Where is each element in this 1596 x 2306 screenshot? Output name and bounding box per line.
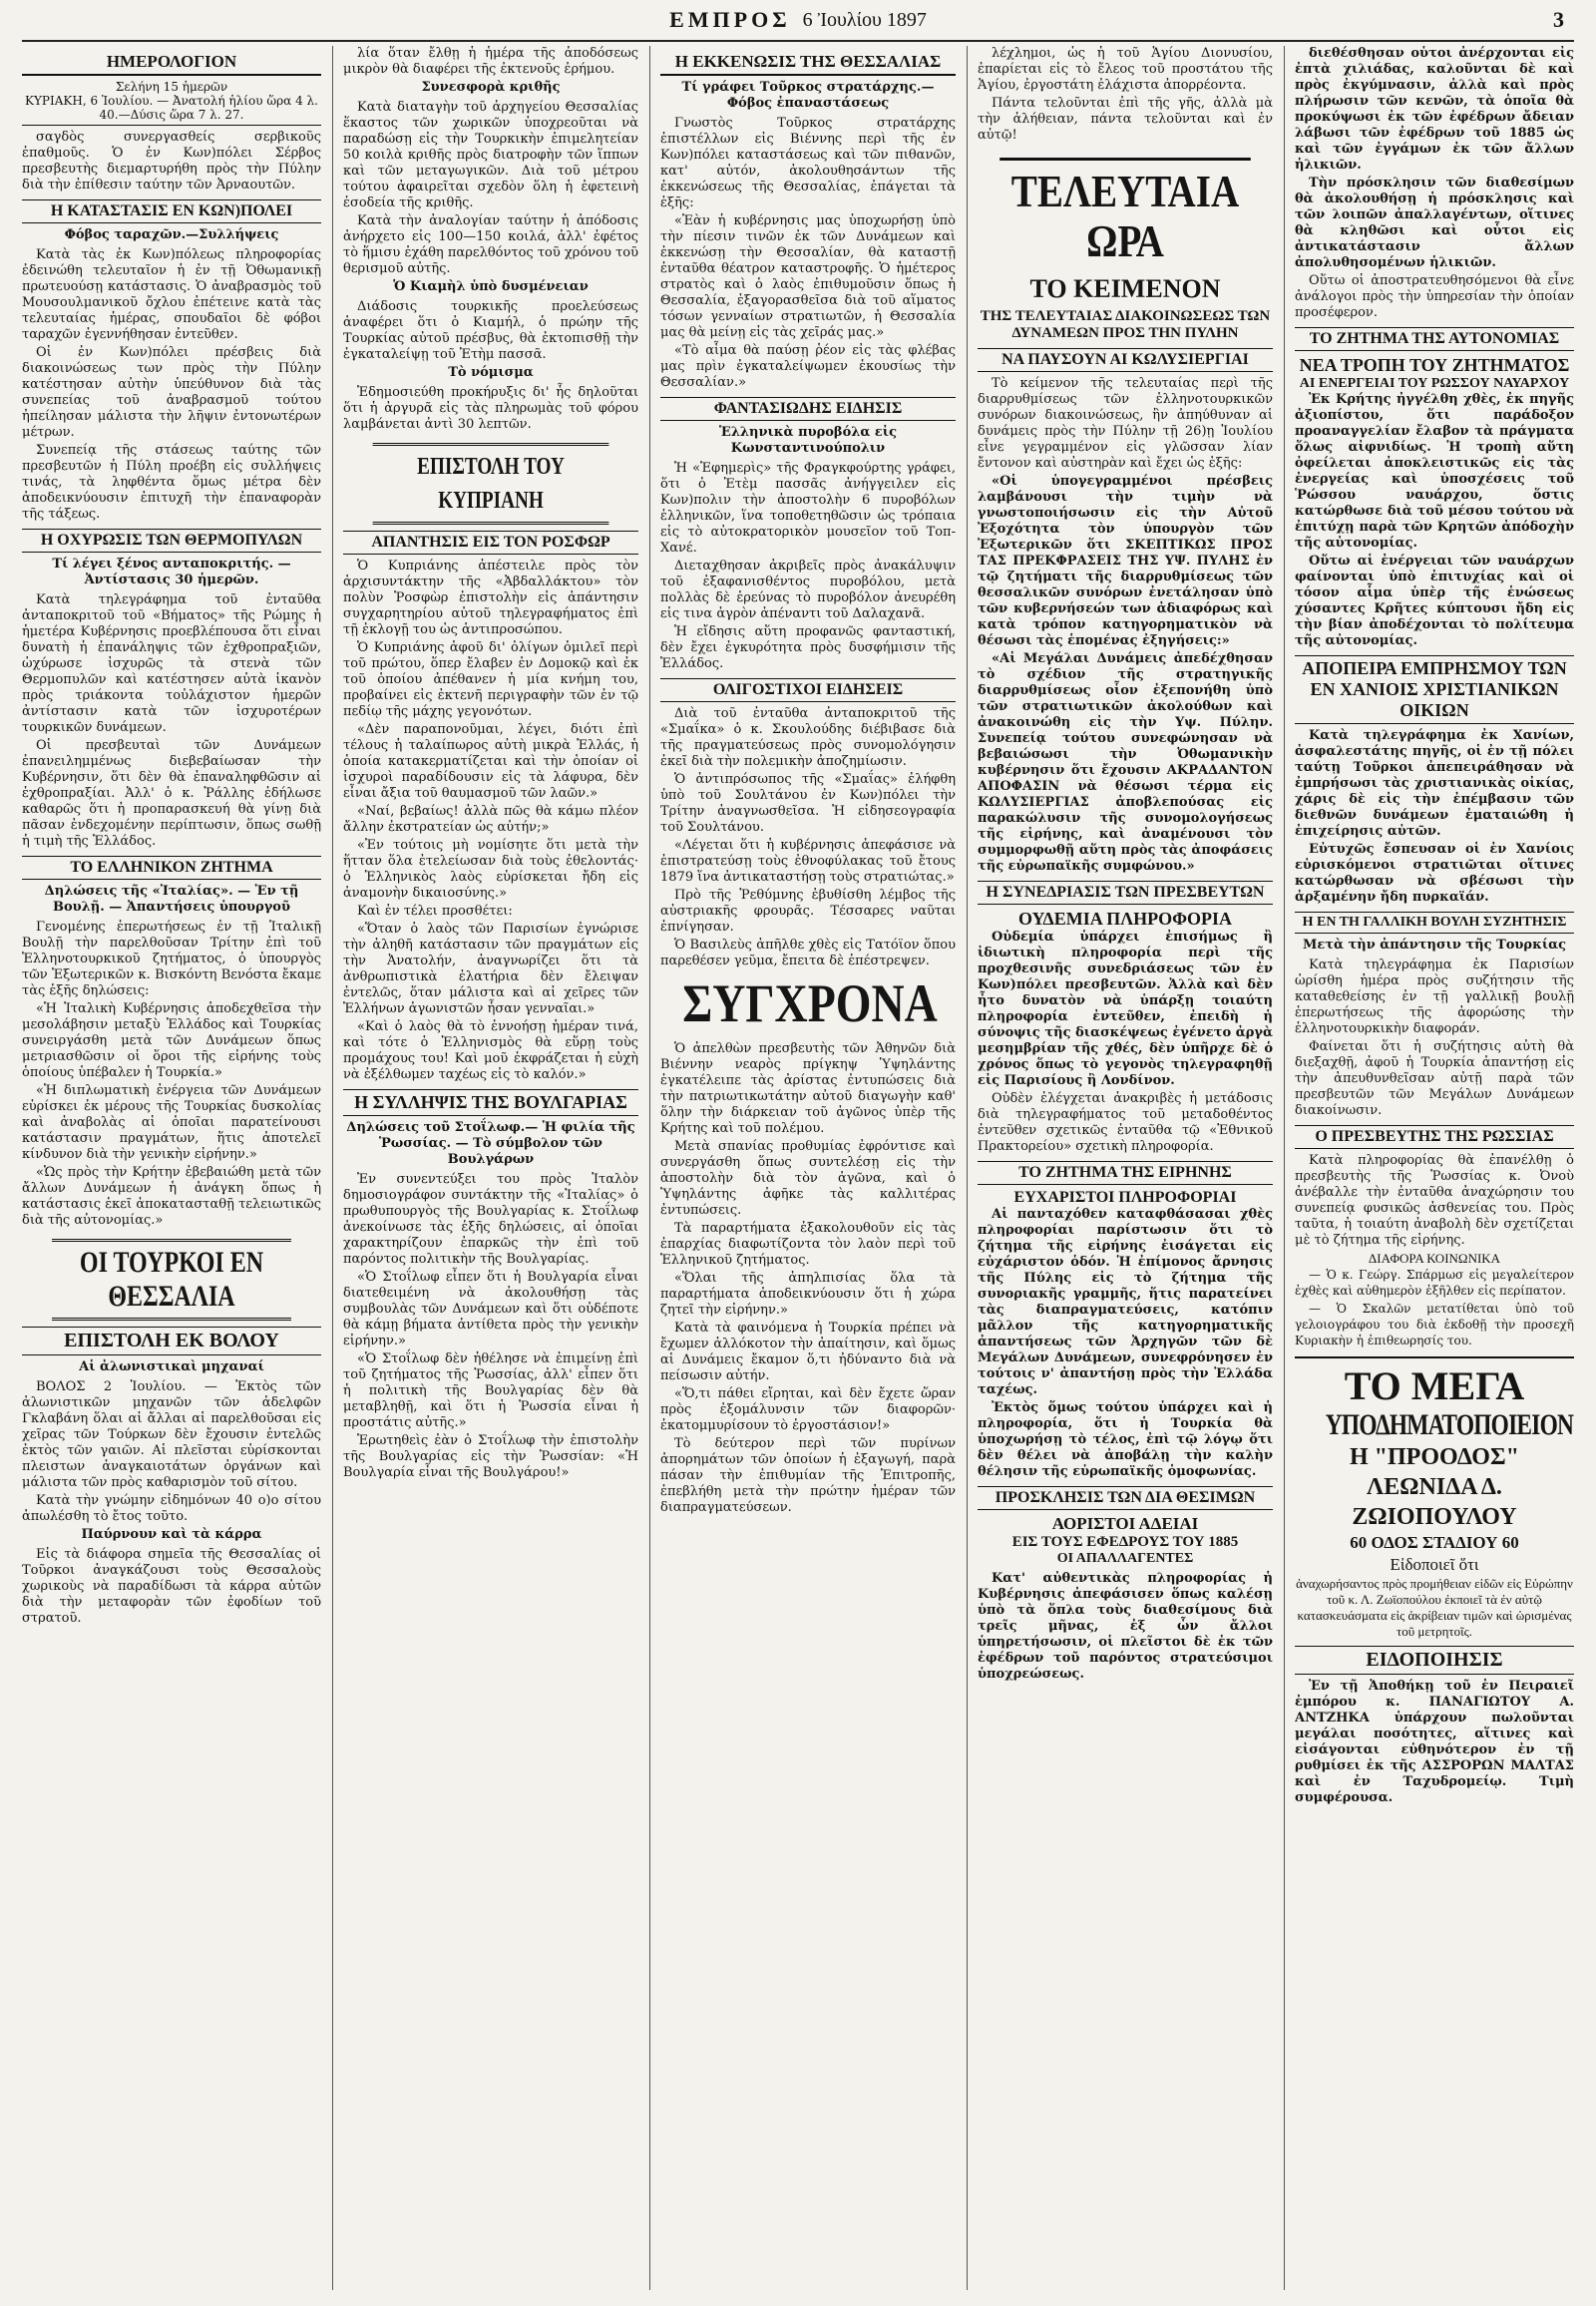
paragraph: «Καὶ ὁ λαὸς θὰ τὸ ἐννοήσῃ ἡμέραν τινά, καὶ τότε ὁ Ἑλληνισμὸς θὰ εὕρῃ τοὺς προμάχους του! Καὶ μοῦ ἐκφράζεται ἡ εὐχὴ νὰ ἐξέλθωμεν ταχέως εἰς τὸ καλόν.» (343, 1019, 638, 1082)
heading: ΟΙ ΑΠΑΛΛΑΓΕΝΤΕΣ (1056, 1551, 1194, 1566)
issue-date: 6 Ἰουλίου 1897 (802, 8, 927, 31)
paragraph: Οἱ ἐν Κων)πόλει πρέσβεις διὰ διακοινώσεως των πρὸς τὴν Πύλην κατέστησαν αὐτὴν ὑπεύθυνον διὰ τὰς συνεπείας τοῦ ἀναβρασμοῦ τούτου ἠπείλησαν μάλιστα τὴν λῆψιν ἐντονωτέρων μέτρων. (22, 345, 321, 440)
heading: ΑΠΟΠΕΙΡΑ ΕΜΠΡΗΣΜΟΥ ΤΩΝ ΕΝ ΧΑΝΙΟΙΣ ΧΡΙΣΤΙΑΝΙΚΩΝ ΟΙΚΙΩΝ (1295, 655, 1574, 724)
paragraph: Ὁ ἀπελθὼν πρεσβευτὴς τῶν Ἀθηνῶν διὰ Βιέννην νεαρὸς πρίγκηψ Ὑψηλάντης ἐγκατέλειπε τὰς ἀρίστας ἐντυπώσεις διὰ τὴν πατριωτικωτάτην αὐτοῦ διαγωγὴν καθ' ὅλην τὴν διάρκειαν τοῦ ἀγῶνος ὑπὲρ τῆς Κρήτης καὶ τοῦ πολέμου. (660, 1041, 956, 1136)
paragraph: Καὶ ἐν τέλει προσθέτει: (357, 904, 513, 919)
paragraph: «Ναί, βεβαίως! ἀλλὰ πῶς θὰ κάμω πλέον ἄλλην ἐκστρατείαν ὡς αὐτήν;» (343, 804, 638, 835)
subheading: Ἑλληνικὰ πυροβόλα εἰς Κωνσταντινούπολιν (719, 425, 897, 456)
heading: Η ΟΧΥΡΩΣΙΣ ΤΩΝ ΘΕΡΜΟΠΥΛΩΝ (22, 529, 321, 553)
paragraph: «Λέγεται ὅτι ἡ κυβέρνησις ἀπεφάσισε νὰ ἐπιστρατεύσῃ τοὺς ἐθνοφύλακας τοῦ ἔτους 1879 ἵνα ἀντικαταστήσῃ τοὺς στρατιώτας.» (660, 838, 956, 885)
heading: Η ΣΥΝΕΔΡΙΑΣΙΣ ΤΩΝ ΠΡΕΣΒΕΥΤΩΝ (978, 881, 1273, 905)
paragraph: «Ἐὰν ἡ κυβέρνησις μας ὑποχωρήσῃ ὑπὸ τὴν πίεσιν τινῶν ἐκ τῶν Δυνάμεων καὶ ἐκκενώσῃ τὴν Θεσσαλίαν, θὰ καταστῇ ἐνταῦθα θέατρον καταστροφῆς. Ὁ ἡμέτερος στρατὸς καὶ ὁ λαὸς ἐπιθυμοῦσιν ὅπως ἡ Θεσσαλία, ἐξαγορασθεῖσα διὰ τοῦ αἵματος τόσων γενναίων στρατιωτῶν, ἡ Θεσσαλία μας θὰ μείνῃ εἰς τὰς χεῖράς μας.» (660, 213, 956, 340)
paragraph: Κατὰ πληροφορίας θὰ ἐπανέλθῃ ὁ πρεσβευτὴς τῆς Ῥωσσίας κ. Ὀνοὺ ἀνέβαλλε τὴν ἐνταῦθα ἀναχώρησιν του συνεπείᾳ φυσικῶς ἀσθενείας του. Πρὸς ταῦτα, ἡ τοιαύτη ἀναβολὴ δὲν σχετίζεται μὲ τὸ ζήτημα τῆς εἰρήνης. (1295, 1153, 1574, 1248)
heading: ΑΟΡΙΣΤΟΙ ΑΔΕΙΑΙ (1051, 1514, 1199, 1533)
paragraph: Οἱ πρεσβευταὶ τῶν Δυνάμεων ἐπανειλημμένως διεβεβαίωσαν τὴν Κυβέρνησιν, ὅτι δὲν θὰ ἐπαναληφθῶσιν αἱ ἐχθροπραξίαι. Ἀλλ' ὁ κ. Ῥάλλης ἐδήλωσε καθαρῶς ὅτι ἡ προπαρασκευή θὰ γίνῃ διὰ πᾶσαν ἐνδεχομένην περίπτωσιν, ὅπως σωθῇ ἡ τιμὴ τῆς Ἑλλάδος. (22, 738, 321, 849)
headline: ΕΠΙΣΤΟΛΗ ΤΟΥ ΚΥΠΡΙΑΝΗ (373, 443, 609, 525)
paragraph: Γενομένης ἐπερωτήσεως ἐν τῇ Ἰταλικῇ Βουλῇ τὴν παρελθοῦσαν Τρίτην ἐπὶ τοῦ Ἑλληνοτουρκικοῦ ζητήματος, ὁ ὑπουργὸς τῶν Ἐξωτερικῶν κ. Βισκόντη Βενόστα ἔκαμε τὰς ἑξῆς δηλώσεις: (22, 920, 321, 998)
paragraph: «Τὸ αἷμα θὰ παύσῃ ῥέον εἰς τὰς φλέβας μας πρὶν ἐγκαταλείψωμεν ἑκουσίως τὴν Θεσσαλίαν.» (660, 343, 956, 390)
paragraph: «Δὲν παραπονοῦμαι, λέγει, διότι ἐπὶ τέλους ἡ ταλαίπωρος αὐτὴ μικρὰ Ἑλλάς, ἡ ὁποία κατακερματίζεται καὶ τὴν ὁποίαν οἱ ἰσχυροὶ παραδίδουσιν εἰς τὰ λάφυρα, δὲν εἶναι ἄξια τοῦ θαυμασμοῦ τῶν λαῶν.» (343, 722, 638, 801)
subheading: Συνεσφορὰ κριθῆς (421, 80, 561, 95)
ad-line: ΥΠΟΔΗΜΑΤΟΠΟΙΕΙΟΝ (1325, 1408, 1574, 1441)
paragraph: ΒΟΛΟΣ 2 Ἰουλίου. — Ἐκτὸς τῶν ἀλωνιστικῶν μηχανῶν τῶν ἀδελφῶν Γκλαβάνη ὅλαι αἱ ἄλλαι αἱ παρελθοῦσαι εἰς χεῖρας τῶν Τούρκων δὲν ἔχουσιν ἐντελῶς ἐκτὸς τῶν γαιῶν. Αἱ πλεῖσται εὑρίσκονται πλειστων ἀναγκαιοτάτων ὀργάνων καὶ μάλιστα τῶν πρὸς καθαρισμὸν τοῦ σίτου. (22, 1379, 321, 1490)
paragraph: «Ἐν τούτοις μὴ νομίσητε ὅτι μετὰ τὴν ἥτταν ὅλα ἐτελείωσαν διὰ τοὺς ἐθελοντάς· ὁ Ἑλληνικὸς λαὸς εὑρίσκεται ἤδη εἰς ἀναμονὴν δικαιοσύνης.» (343, 838, 638, 901)
columns (22, 46, 1574, 2290)
paragraph: Οὕτω αἱ ἐνέργειαι τῶν ναυάρχων φαίνονται ὑπὸ ἐπιτυχίας καὶ οἱ τόσον αἷμα ὑπὲρ τῆς ἑνώσεως χύσαντες Κρῆτες κύπτουσι ἤδη εἰς τὴν βίαν ἀποδέχονται τὸ πολίτευμα τῆς αὐτονομίας. (1295, 554, 1574, 648)
subheading: Τί γράφει Τοῦρκος στρατάρχης.—Φόβος ἐπαναστάσεως (681, 80, 935, 111)
paragraph: «Ἡ Ἰταλικὴ Κυβέρνησις ἀποδεχθεῖσα τὴν μεσολάβησιν μεταξὺ Ἑλλάδος καὶ Τουρκίας συνειργάσθη μετὰ τῶν Δυνάμεων ὅπως μετριασθῶσιν οἱ ὅροι τῆς εἰρήνης τοὺς ὁποίους ὑπέβαλεν ἡ Τουρκία.» (22, 1001, 321, 1080)
headline: ΟΙ ΤΟΥΡΚΟΙ ΕΝ ΘΕΣΣΑΛΙΑ (52, 1239, 291, 1321)
paragraph: Διὰ τοῦ ἐνταῦθα ἀνταποκριτοῦ τῆς «Σμαΐκα» ὁ κ. Σκουλούδης διέβιβασε διὰ τῆς πραγματεύσεως πρὸς συνομολόγησιν ἐκεῖ διὰ τὴν πολεμικὴν ἀποζημίωσιν. (660, 706, 956, 769)
paragraph: Συνεπείᾳ τῆς στάσεως ταύτης τῶν πρεσβευτῶν ἡ Πύλη προέβη εἰς συλλήψεις τινάς, τὰ ληφθέντα ὅμως μέτρα δὲν ἀποδεικνύουσιν ἐπιτυχῆ τὴν ἐπαναφορὰν τῆς τάξεως. (22, 443, 321, 522)
subheading: Δηλώσεις τοῦ Στοΐλωφ.— Ἡ φιλία τῆς Ῥωσσίας. — Τὸ σύμβολον τῶν Βουλγάρων (346, 1120, 635, 1167)
ad-line: Η "ΠΡΟΟΔΟΣ" (1350, 1444, 1519, 1470)
heading: ΤΟ ΚΕΙΜΕΝΟΝ (1029, 274, 1221, 303)
paragraph: «Ἡ διπλωματικὴ ἐνέργεια τῶν Δυνάμεων εὑρίσκει ἐκ μέρους τῆς Τουρκίας δυσκολίας καὶ ἀναβολὰς αἱ ὁποῖαι παρατείνουσι κατάστασιν πραγμάτων, ἥτις ἀποτελεῖ κίνδυνον διὰ τὴν γενικὴν εἰρήνην.» (22, 1083, 321, 1162)
paragraph: Ἡ «Ἐφημερὶς» τῆς Φραγκφούρτης γράφει, ὅτι ὁ Ἐτὲμ πασσᾶς ἀνήγγειλεν εἰς Κων)πολιν τὴν ἀποστολὴν 6 πυροβόλων ἑλληνικῶν, ἵνα τοποθετηθῶσιν ὡς τρόπαια εἰς τὸ αὐτοκρατορικὸν μουσεῖον τοῦ Τοπ-Χανέ. (660, 461, 956, 556)
column-5 (1295, 46, 1574, 2290)
paragraph: Κατὰ τηλεγράφημα ἐκ Χανίων, ἀσφαλεστάτης πηγῆς, οἱ ἐν τῇ πόλει ταύτῃ Τοῦρκοι ἀπεπειράθησαν νὰ ἐμπρήσωσι τὰς χριστιανικὰς οἰκίας, χάρις δὲ εἰς τὴν ἐπέμβασιν τῶν διεθνῶν δυνάμεων ἐματαιώθη ἡ ἐπιχείρησις αὐτῶν. (1295, 728, 1574, 839)
paragraph: διεθέσθησαν οὗτοι ἀνέρχονται εἰς ἐπτὰ χιλιάδας, καλοῦνται δὲ καὶ πρὸς ἐκγύμνασιν, ἀλλὰ καὶ πρὸς πλήρωσιν τῶν κενῶν, τὰ ὁποῖα θὰ προκύψωσι ἐκ τῶν ἐφέδρων ἄδειαν λάβωσι τῶν ἐφέδρων τοῦ 1885 ὡς καὶ τῶν ἐγγάμων ἐκ τῶν ἄλλων ἡλικιῶν. (1295, 46, 1574, 173)
column-3 (660, 46, 956, 2290)
heading: Η ΕΝ ΤΗ ΓΑΛΛΙΚΗ ΒΟΥΛΗ ΣΥΖΗΤΗΣΙΣ (1295, 912, 1574, 934)
heading: Η ΣΥΛΛΗΨΙΣ ΤΗΣ ΒΟΥΛΓΑΡΙΑΣ (343, 1089, 638, 1116)
newspaper-title: ΕΜΠΡΟΣ (669, 7, 791, 32)
calendar-title: ΗΜΕΡΟΛΟΓΙΟΝ (22, 50, 321, 76)
paragraph: Ὁ Βασιλεὺς ἀπῆλθε χθὲς εἰς Τατόϊον ὅπου παρεθέσεν γεῦμα, ἔπειτα δὲ ἐπέστρεψεν. (660, 938, 956, 968)
paragraph: λέχλημοι, ὡς ἡ τοῦ Ἁγίου Διονυσίου, ἐπαρίεται εἰς τὸ ἔλεος τοῦ προστάτου τῆς Ἁγίου, ἐργοστάτη ἐλάχιστα ἀπορρέοντα. (978, 46, 1273, 93)
subheading: Φόβος ταραχῶν.—Συλλήψεις (64, 227, 279, 242)
paragraph: Ἐδημοσιεύθη προκήρυξις δι' ἧς δηλοῦται ὅτι ἡ ἀργυρᾶ εἰς τὰς πληρωμὰς τοῦ φόρου λαμβάνεται ἀντὶ 30 λεπτῶν. (343, 385, 638, 432)
heading: ΤΟ ΖΗΤΗΜΑ ΤΗΣ ΑΥΤΟΝΟΜΙΑΣ (1295, 327, 1574, 351)
heading: ΕΙΔΟΠΟΙΗΣΙΣ (1295, 1646, 1574, 1675)
paragraph: Μετὰ σπανίας προθυμίας ἐφρόντισε καὶ συνεργάσθη ὅπως συντελέσῃ εἰς τὴν ἀποστολὴν διὰ τὸν ἀγῶνα, καὶ ὁ Ὑψηλάντης ἀφῆκε τὰς καλλιτέρας ἐντυπώσεις. (660, 1139, 956, 1218)
paragraph: Κατὰ τὴν γνώμην εἰδημόνων 40 ο)ο σίτου ἀπωλέσθη τὸ ἔτος τοῦτο. (22, 1493, 321, 1524)
subheading: Αἱ ἀλωνιστικαὶ μηχαναί (79, 1359, 264, 1374)
subheading: Ὁ Κιαμὴλ ὑπὸ δυσμένειαν (393, 279, 589, 294)
heading: ΟΥΔΕΜΙΑ ΠΛΗΡΟΦΟΡΙΑ (1017, 909, 1233, 929)
headline: ΤΕΛΕΥΤΑΙΑ ΩΡΑ (999, 158, 1251, 266)
heading: ΝΕΑ ΤΡΟΠΗ ΤΟΥ ΖΗΤΗΜΑΤΟΣ (1299, 355, 1570, 375)
paragraph: «Ὡς πρὸς τὴν Κρήτην ἐβεβαιώθη μετὰ τῶν ἄλλων Δυνάμεων ἡ ἀνάγκη ὅπως ἡ κατάστασις ἐκεῖ ἀποκατασταθῇ τελειωτικῶς διὰ τῆς αὐτονομίας.» (22, 1165, 321, 1228)
paragraph: Κατὰ τὰ φαινόμενα ἡ Τουρκία πρέπει νὰ ἔχωμεν ἀλλόκοτον τὴν ἀπαίτησιν, καὶ ὅμως αἱ Δυνάμεις ἔκαμον ὅ,τι ἠδύναντο διὰ νὰ πείσωσιν αὐτήν. (660, 1321, 956, 1383)
paragraph: Κατὰ τὴν ἀναλογίαν ταύτην ἡ ἀπόδοσις ἀνήρχετο εἰς 100—150 κοιλά, ἀλλ' ἐφέτος τὸ ἥμισυ ἐχάθη παρελθόντος τοῦ χρόνου τοῦ θερισμοῦ αὐτῆς. (343, 213, 638, 276)
heading: ΠΡΟΣΚΛΗΣΙΣ ΤΩΝ ΔΙΑ ΘΕΣΙΜΩΝ (978, 1486, 1273, 1510)
paragraph: Ὁ ἀντιπρόσωπος τῆς «Σμαΐας» ἐλήφθη ὑπὸ τοῦ Σουλτάνου ἐν Κων)πόλει τὴν Τρίτην ἀναγνωσθεῖσα. Ἡ εἰδησεογραφία τοῦ Σουλτάνου. (660, 772, 956, 835)
ad-line: Εἰδοποιεῖ ὅτι (1390, 1555, 1479, 1574)
paragraph: Πάντα τελοῦνται ἐπὶ τῆς γῆς, ἀλλὰ μὰ τὴν ἀλήθειαν, πάντα τελοῦνται καὶ ἐν αὐτῷ! (978, 96, 1273, 143)
paragraph: — Ὁ Σκαλῶν μετατίθεται ὑπὸ τοῦ γελοιογράφου του διὰ ἐκδοθῇ τὴν προσεχῆ Κυριακὴν ἡ ἐπιθεωρησίς του. (1295, 1302, 1574, 1347)
paragraph: Ἐρωτηθεὶς ἐὰν ὁ Στοΐλωφ τὴν ἐπιστολὴν τῆς Βουλγαρίας εἰς τὴν Ῥωσσίαν: «Ἡ Βουλγαρία εἶναι τῆς Βουλγάρου!» (343, 1433, 638, 1480)
heading: ΤΗΣ ΤΕΛΕΥΤΑΙΑΣ ΔΙΑΚΟΙΝΩΣΕΩΣ ΤΩΝ ΔΥΝΑΜΕΩΝ ΠΡΟΣ ΤΗΝ ΠΥΛΗΝ (980, 308, 1271, 341)
paragraph: «Ὁ Στοΐλωφ εἶπεν ὅτι ἡ Βουλγαρία εἶναι διατεθειμένη νὰ ἀκολουθήσῃ τὰς συμβουλὰς τῶν Δυνάμεων καὶ ὅτι οὐδέποτε θὰ κάμῃ βήματα ἀντίθετα πρὸς τὴν γενικὴν εἰρήνην.» (343, 1270, 638, 1348)
page-number: 3 (1553, 7, 1564, 32)
paragraph: Φαίνεται ὅτι ἡ συζήτησις αὐτὴ θὰ διεξαχθῇ, ἀφοῦ ἡ Τουρκία ἀπαντήσῃ εἰς τὴν ἀπευθυνθεῖσαν αὐτῇ παρὰ τῶν πρεσβευτῶν τῶν Μεγάλων Δυνάμεων διακοίνωσιν. (1295, 1039, 1574, 1118)
paragraph: Διεταχθησαν ἀκριβεῖς πρὸς ἀνακάλυψιν τοῦ ἐξαφανισθέντος πυροβόλου, μετὰ πολλὰς δὲ ἐρεύνας τὸ πυροβόλον ἀνευρέθη εἰς τινα ἀγρὸν ἀπέναντι τοῦ Δαλαχανᾶ. (660, 559, 956, 621)
ad-text: ἀναχωρήσαντος πρὸς προμήθειαν εἰδῶν εἰς Εὐρώπην τοῦ κ. Λ. Ζωϊοπούλου ἐκποιεῖ τὰ ἐν αὐτῷ κατασκευάσματα εἰς ἀκρίβειαν τιμῶν καὶ ὡρισμένας τοῦ μετρητοῖς. (1296, 1576, 1573, 1639)
heading: Η ΚΑΤΑΣΤΑΣΙΣ ΕΝ ΚΩΝ)ΠΟΛΕΙ (22, 199, 321, 223)
heading: ΕΙΣ ΤΟΥΣ ΕΦΕΔΡΟΥΣ ΤΟΥ 1885 (1011, 1534, 1239, 1550)
paragraph: Ἐν συνεντεύξει του πρὸς Ἰταλὸν δημοσιογράφον συντάκτην τῆς «Ἰταλίας» ὁ πρωθυπουργὸς τῆς Βουλγαρίας κ. Στοΐλωφ ἀνεκοίνωσε τὰς ἑξῆς δηλώσεις, αἱ ὁποῖαι χαρακτηρίζουν ἐπαρκῶς τὴν ἐπὶ τοῦ παρόντος πολιτικὴν τῆς Βουλγαρίας. (343, 1172, 638, 1267)
paragraph: «Ὅ,τι πάθει εἴρηται, καὶ δὲν ἔχετε ὥραν πρὸς ἐξομάλυνσιν τῶν διαφορῶν· ἐκατομμυρίσουν τὸ ἐργοστάσιον!» (660, 1386, 956, 1433)
heading: ΕΠΙΣΤΟΛΗ ΕΚ ΒΟΛΟΥ (22, 1327, 321, 1355)
subheading: Τί λέγει ξένος ανταποκριτής. — Ἀντίστασις 30 ἡμερῶν. (52, 557, 291, 587)
column-4 (978, 46, 1273, 2290)
paragraph: σαγδὸς συνεργασθείς σερβικοῦς ἐπαθμοῦς. Ὁ ἐν Κων)πόλει Σέρβος πρεσβευτὴς διεμαρτυρήθη πρὸς τὴν Πύλην διὰ τὴν ἐπίθεσιν ταύτην τῶν Ἀρναουτῶν. (22, 130, 321, 192)
heading: ΤΟ ΕΛΛΗΝΙΚΟΝ ΖΗΤΗΜΑ (22, 856, 321, 880)
masthead-rule (22, 40, 1574, 42)
paragraph: «Ὅταν ὁ λαὸς τῶν Παρισίων ἐγνώρισε τὴν ἀληθῆ κατάστασιν τῶν πραγμάτων εἰς τὴν Ἀνατολήν, ἀναγνωρίζει ὅτι τὰ ἀνθρωπιστικὰ ἐλατήρια δὲν ἔλειψαν ἐντελῶς, ὅταν μάλιστα καὶ αἱ χεῖρες τῶν Ἑλλήνων ἀγωνιστῶν ἦσαν γενναῖαι.» (343, 922, 638, 1016)
paragraph: Κατὰ τηλεγράφημα τοῦ ἐνταῦθα ἀνταποκριτοῦ τοῦ «Βήματος» τῆς Ρώμης ἡ ἡμετέρα Κυβέρνησις προεβλέπουσα ὅτι εἶναι δυνατὴ ἡ ἐπανάληψις τῶν ἐχθροπραξιῶν, ὠχύρωσε ἰσχυρῶς τὰ στενὰ τῶν Θερμοπυλῶν καὶ κατέστησεν αὐτὰ ἱκανὸν πρὸς τριάκοντα τοὐλάχιστον ἡμερῶν ἀντίστασιν κατὰ τῶν ἰσχυροτέρων τουρκικῶν δυνάμεων. (22, 592, 321, 735)
paragraph: Ἐν τῇ Ἀποθήκῃ τοῦ ἐν Πειραιεῖ ἐμπόρου κ. ΠΑΝΑΓΙΩΤΟΥ Α. ΑΝΤΖΗΚΑ ὑπάρχουν πωλοῦνται μεγάλαι ποσότητες, αἵτινες καὶ εἰσάγονται εὐθηνότερον ἐν τῇ ρυθμίσει ἐκ τῆς ΑΣΣΡΟΡΩΝ ΜΑΛΤΑΣ καὶ ἐν Ταχυδρομείῳ. Τιμὴ συμφέρουσα. (1295, 1679, 1574, 1805)
column-rule (649, 46, 650, 2290)
subheading: Δηλώσεις τῆς «Ἰταλίας». — Ἐν τῇ Βουλῇ. — Ἀπαντήσεις ὑπουργοῦ (44, 884, 299, 915)
headline: ΣΥΓΧΡΟΝΑ (682, 973, 938, 1033)
paragraph: Ἐκτὸς ὅμως τούτου ὑπάρχει καὶ ἡ πληροφορία, ὅτι ἡ Τουρκία θὰ ὑποχωρήσῃ τὸ τέλος, ἐπὶ τῷ λόγῳ ὅτι δὲν θέλει νὰ ἀποβάλῃ τὴν καλὴν θέλησιν τῆς εὐρωπαϊκῆς ὁμοφωνίας. (978, 1400, 1273, 1479)
paragraph: «Ὁ Στοΐλωφ δὲν ἠθέλησε νὰ ἐπιμείνῃ ἐπὶ τοῦ ζητήματος τῆς Ῥωσσίας, ἀλλ' εἶπεν ὅτι ἡ πολιτικὴ τῆς Βουλγαρίας δὲν θὰ μεταβληθῇ, καὶ ὅτι ἡ Ῥωσσία εἶναι ἡ προστάτις αὐτῆς.» (343, 1351, 638, 1430)
column-rule (967, 46, 968, 2290)
heading: ΕΥΧΑΡΙΣΤΟΙ ΠΛΗΡΟΦΟΡΙΑΙ (1013, 1189, 1237, 1206)
ad-line: ΤΟ ΜΕΓΑ (1344, 1363, 1525, 1408)
ad-line: ΛΕΩΝΙΔΑ Δ. ΖΩΙΟΠΟΥΛΟΥ (1352, 1474, 1517, 1530)
heading: ΝΑ ΠΑΥΣΟΥΝ ΑΙ ΚΩΛΥΣΙΕΡΓΙΑΙ (978, 348, 1273, 372)
paragraph: «Ὅλαι τῆς ἀπηλπισίας ὅλα τὰ παραρτήματα ἀποδεικνύουσιν ὅτι ἡ χώρα ζητεῖ τὴν εἰρήνην.» (660, 1271, 956, 1318)
heading: Η ΕΚΚΕΝΩΣΙΣ ΤΗΣ ΘΕΣΣΑΛΙΑΣ (660, 50, 956, 76)
heading: ΑΠΑΝΤΗΣΙΣ ΕΙΣ ΤΟΝ ΡΟΣΦΩΡ (343, 531, 638, 555)
paragraph: Γνωστὸς Τοῦρκος στρατάρχης ἐπιστέλλων εἰς Βιέννης περὶ τῆς ἐν Κων)πόλει καταστάσεως καὶ τῶν πιθανῶν, κατ' αὐτόν, ἀκολουθησάντων τῆς ἐκκενώσεως τῆς Θεσσαλίας, ἐπάγεται τὰ ἑξῆς: (660, 116, 956, 210)
paragraph: Κατὰ διαταγὴν τοῦ ἀρχηγείου Θεσσαλίας ἕκαστος τῶν χωρικῶν ὑποχρεοῦται νὰ παραδώσῃ εἰς τὴν Τουρκικὴν ἐπιμελητείαν 50 κοιλὰ κριθῆς πρὸς διατροφὴν τῶν ἵππων καὶ τῶν μεταγωγικῶν. Διὰ τοῦ μέτρου τούτου ἀφαιρεῖται σχεδὸν ὅλη ἡ ἐφετεινὴ ἐσοδεία τῆς κριθῆς. (343, 100, 638, 210)
paragraph: Κατὰ τὰς ἐκ Κων)πόλεως πληροφορίας ἐδεινώθη τελευταῖον ἡ ἐν τῇ Ὀθωμανικῇ πρωτευούσῃ κατάστασις. Ὁ ἀναβρασμὸς τοῦ Μουσουλμανικοῦ ὄχλου ἐπέτεινε κατὰ τὰς τελευταίας ἡμέρας, σπουδαῖοι δὲ φόβοι ταραχῶν ἐγεννήθησαν ἐντεῦθεν. (22, 247, 321, 342)
calendar-line: ΚΥΡΙΑΚΗ, 6 Ἰουλίου. — Ἀνατολή ἡλίου ὥρα 4 λ. 40.—Δύσις ὥρα 7 λ. 27. (22, 94, 321, 126)
calendar-line: Σελήνη 15 ἡμερῶν (115, 80, 228, 94)
ad-line: 60 ΟΔΟΣ ΣΤΑΔΙΟΥ 60 (1350, 1533, 1519, 1552)
paragraph: λία ὅταν ἔλθῃ ἡ ἡμέρα τῆς ἀποδόσεως μικρὸν θὰ διαφέρει τῆς ἐκτενοῦς ἐρήμου. (343, 46, 638, 77)
paragraph: Τὴν πρόσκλησιν τῶν διαθεσίμων θὰ ἀκολουθήσῃ ἡ πρόσκλησις καὶ τῶν λοιπῶν ἀπαλλαγέντων, οἵτινες θὰ κληθῶσι καὶ οὗτοι εἰς ἀντικατάστασιν ἄλλων ἀπολυθησομένων ἡλικιῶν. (1295, 176, 1574, 270)
paragraph: Ὁ Κυπριάνης ἀφοῦ δι' ὀλίγων ὁμιλεῖ περὶ τοῦ πρώτου, ὅπερ ἔλαβεν ἐν Δομοκῷ καὶ ἐκ τοῦ ὁποίου ἀπέθανεν ἡ μία κνήμη του, προβαίνει εἰς ἐκτενῆ περιγραφὴν τῶν ἐν τῷ πεδίῳ τῆς μάχης γεγονότων. (343, 640, 638, 719)
paragraph: Αἱ πανταχόθεν καταφθάσασαι χθὲς πληροφορίαι παρίστωσιν ὅτι τὸ ζήτημα τῆς εἰρήνης ἐισάγεται εἰς εὐχάριστον ὁδόν. Ἡ ἐπίμονος ἄρνησις τῆς Πύλης εἰς τὸ ζήτημα τῆς συνοριακῆς γραμμῆς, ἥτις παρατείνει τὰς διαπραγματεύσεις, κατόπιν μᾶλλον τῆς κατηγορηματικῆς ἀπαντήσεως τῶν Ἀρχηγῶν τῶν δὲ Μεγάλων Δυνάμεων, συνεφρόνησεν ἐν τούτοις ν' ἀπαντήσῃ πρὸς τὴν Ἑλλάδα ταχέως. (978, 1207, 1273, 1397)
paragraph: Τὰ παραρτήματα ἐξακολουθοῦν εἰς τὰς ἐπαρχίας διαφωτίζοντα τὸν λαὸν περὶ τοῦ Ἑλληνικοῦ ζητήματος. (660, 1221, 956, 1268)
column-rule (332, 46, 333, 2290)
paragraph: Πρὸ τῆς Ῥεθύμνης ἐβυθίσθη λέμβος τῆς αὐστριακῆς φρουρᾶς. Τέσσαρες ναῦται ἐπνίγησαν. (660, 888, 956, 935)
paragraph: «Αἱ Μεγάλαι Δυνάμεις ἀπεδέχθησαν τὸ σχέδιον τῆς στρατηγικῆς διαρρυθμίσεως οἷον ἐξεπονήθη ὑπὸ τῶν στρατιωτικῶν ἀκολούθων καὶ ἀνακοινώθη εἰς τὴν Υψ. Πύλην. Συνεπείᾳ τούτου συνεφώνησαν νὰ βεβαιώσωσι τὴν Ὀθωμανικὴν κυβέρνησιν ὅτι ἔχουσιν ΑΚΡΑΔΑΝΤΟΝ ΑΠΟΦΑΣΙΝ νὰ θέσωσι τέρμα εἰς ΚΩΛΥΣΙΕΡΓΙΑΣ ἀποβλεπούσας εἰς παρακώλυσιν τῆς συνομολογήσεως τῆς εἰρήνης, καὶ ἀναμένουσι τὸν συμμορφωθῇ αὕτη πρὸς τὰς ἀποφάσεις τῆς εὐρωπαϊκῆς συμφώνου.» (978, 651, 1273, 874)
paragraph: Οὐδὲν ἐλέγχεται ἀνακριβὲς ἡ μετάδοσις διὰ τηλεγραφήματος τοῦ μεταδοθέντος ἐντεῦθεν σχετικῶς ἐνταῦθα τῷ «Ἐθνικοῦ Πρακτορείου» σχετικὴ πληροφορία. (978, 1091, 1273, 1154)
heading: ΑΙ ΕΝΕΡΓΕΙΑΙ ΤΟΥ ΡΩΣΣΟΥ ΝΑΥΑΡΧΟΥ (1299, 376, 1570, 391)
paragraph: Τὸ κείμενον τῆς τελευταίας περὶ τῆς διαρρυθμίσεως τῶν ἑλληνοτουρκικῶν συνόρων διακοινώσεως, ἣν ἀπηύθυναν αἱ δυνάμεις πρὸς τὴν Πύλην τῇ 26)ῃ Ἰουλίου εἶνε γεγραμμένον εἰς γλῶσσαν λίαν ἔντονον καὶ αὐστηρὰν καὶ ἔχει ὡς ἑξῆς: (978, 376, 1273, 471)
paragraph: Οὕτω οἱ ἀποστρατευθησόμενοι θὰ εἶνε ἀνάλογοι πρὸς τὴν ὑπηρεσίαν τὴν ὁποίαν προσέφερον. (1295, 273, 1574, 320)
heading: ΦΑΝΤΑΣΙΩΔΗΣ ΕΙΔΗΣΙΣ (660, 397, 956, 421)
subheading: Μετὰ τὴν ἀπάντησιν τῆς Τουρκίας (1302, 938, 1567, 953)
advertisement (1295, 1356, 1574, 1640)
paragraph: — Ὁ κ. Γεώργ. Σπάρμωσ εἰς μεγαλείτερον ἐχθὲς καὶ αὐθημερὸν ἐξῆλθεν εἰς περίπατον. (1295, 1268, 1574, 1298)
heading: Ο ΠΡΕΣΒΕΥΤΗΣ ΤΗΣ ΡΩΣΣΙΑΣ (1295, 1125, 1574, 1149)
subheading: Τὸ νόμισμα (448, 365, 534, 380)
paragraph: Κατ' αὐθεντικὰς πληροφορίας ἡ Κυβέρνησις ἀπεφάσισεν ὅπως καλέσῃ ὑπὸ τὰ ὅπλα τοὺς διαθεσίμους διὰ τρεῖς μῆνας, ἐξ ὧν ἄλλοι ὑπηρετήσωσιν, οἱ πλεῖστοι δὲ ἐκ τῶν ἐφέδρων τοῦ παρόντος στρατεύσιμοι ὑποχρεώσεως. (978, 1571, 1273, 1682)
subheading: Παύρνουν καὶ τὰ κάρρα (81, 1527, 262, 1542)
paragraph: «Οἱ ὑπογεγραμμένοι πρέσβεις λαμβάνουσι τὴν τιμὴν νὰ γνωστοποιήσωσιν εἰς τὴν Αὐτοῦ Ἐξοχότητα τὸν ὑπουργὸν τῶν Ἐξωτερικῶν ὅτι ΣΚΕΠΤΙΚΩΣ ΠΡΟΣ ΤΑΣ ΠΡΕΚΦΡΑΣΕΙΣ ΤΗΣ ΥΨ. ΠΥΛΗΣ ἐν τῷ ζητήματι τῆς διαρρυθμίσεως τῶν θεσσαλικῶν συνόρων ἐνετάλησαν ὑπὸ τῶν κυβερνήσεών των ἀδιαφόρως καὶ κατὰ τρόπον κατηγορηματικὸν νὰ θέσωσι τὰς ἑπομένας ἐξηγήσεις:» (978, 474, 1273, 648)
paragraph: Εἰς τὰ διάφορα σημεῖα τῆς Θεσσαλίας οἱ Τοῦρκοι ἀναγκάζουσι τοὺς Θεσσαλοὺς χωρικοὺς νὰ παραδίδωσι τὰ κάρρα αὐτῶν διὰ τὴν μεταφορὰν τῶν ἐφοδίων τοῦ στρατοῦ. (22, 1547, 321, 1626)
column-1 (22, 46, 321, 2290)
paragraph: Οὐδεμία ὑπάρχει ἐπισήμως ἢ ἰδιωτικὴ πληροφορία περὶ τῆς προχθεσινῆς συνεδριάσεως τῶν ἐν Κων)πόλει πρεσβευτῶν. Ἀλλὰ καὶ δὲν ἦτο δυνατὸν νὰ ὑπάρξῃ τοιαύτη πληροφορία ἐντεῦθεν, ἐπειδὴ ἡ σύνοψις τῆς διασκέψεως ἐγένετο ἀργὰ μεσημβρίαν τῆς χθές, δὲν ὑπῆρχε δὲ ὁ χρόνος ὅπως τὸ γεγονὸς τηλεγραφηθῇ εἰς Παρισίους ἢ Λονδίνον. (978, 930, 1273, 1088)
masthead (0, 0, 1596, 40)
heading: ΟΛΙΓΟΣΤΙΧΟΙ ΕΙΔΗΣΕΙΣ (660, 678, 956, 702)
paragraph: Τὸ δεύτερον περὶ τῶν πυρίνων ἀπορημάτων τῶν ὁποίων ἡ ἐξαγωγή, παρὰ πάσαν τὴν ἐπιθυμίαν τῆς Ἐπιτροπῆς, ἐπεβλήθη μετὰ τὴν πρώτην ἡμέραν τῶν διαπραγματεύσεων. (660, 1436, 956, 1515)
column-2 (343, 46, 638, 2290)
paragraph: Ἐκ Κρήτης ἠγγέλθη χθὲς, ἐκ πηγῆς ἀξιοπίστου, ὅτι παράδοξον προαναγγελίαν ἔλαβον τὰ πράγματα ὅλως αἰφνιδίως. Ἡ τροπὴ αὕτη ὀφείλεται ἀποκλειστικῶς εἰς τὰς ἐνεργείας καὶ ὑποσχέσεις τοῦ Ῥώσσου ναυάρχου, ὅστις κατώρθωσε διὰ τοῦ μέσου τούτου νὰ ἐπιτύχῃ παρὰ τῶν Κρητῶν ἀπόδοχὴν τῆς αὐτονομίας. (1295, 392, 1574, 551)
heading: ΔΙΑΦΟΡΑ ΚΟΙΝΩΝΙΚΑ (1368, 1251, 1501, 1266)
paragraph: Κατὰ τηλεγράφημα ἐκ Παρισίων ὡρίσθη ἡμέρα πρὸς συζήτησιν τῆς καταθεθείσης ἐν τῇ γαλλικῇ βουλῇ ἐπερωτήσεως τῆς ἀφορώσης τὴν ἑλληνοτουρκικὴν διαφοράν. (1295, 958, 1574, 1036)
paragraph: Ὁ Κυπριάνης ἀπέστειλε πρὸς τὸν ἀρχισυντάκτην τῆς «Ἀβδαλλάκτου» τὸν πολὺν Ῥοσφὼρ ἐπιστολὴν εἰς ἀπάντησιν συγχαρητηρίου αὐτοῦ τηλεγραφήματος ἐπὶ τῇ ἐκλογῇ του ὡς ἀντιπροσώπου. (343, 559, 638, 637)
heading: ΤΟ ΖΗΤΗΜΑ ΤΗΣ ΕΙΡΗΝΗΣ (978, 1161, 1273, 1185)
paragraph: Εὐτυχῶς ἔσπευσαν οἱ ἐν Χανίοις εὑρισκόμενοι στρατιῶται οἵτινες κατώρθωσαν νὰ σβέσωσι τὴν ἀρξαμένην ἤδη πυρκαϊάν. (1295, 842, 1574, 905)
paragraph: Ἡ εἴδησις αὕτη προφανῶς φανταστική, δὲν ἔχει ἐγκυρότητα πρὸς δυσφήμισιν τῆς Ἑλλάδος. (660, 624, 956, 671)
paragraph: Διάδοσις τουρκικῆς προελεύσεως ἀναφέρει ὅτι ὁ Κιαμήλ, ὁ πρώην τῆς Τουρκίας αὐτοῦ πρέσβυς, θὰ ἐκτοπισθῇ τὴν ἐγκαταλείψῃ τοῦ Ἐτὴμ πασσᾶ. (343, 299, 638, 362)
column-rule (1284, 46, 1285, 2290)
